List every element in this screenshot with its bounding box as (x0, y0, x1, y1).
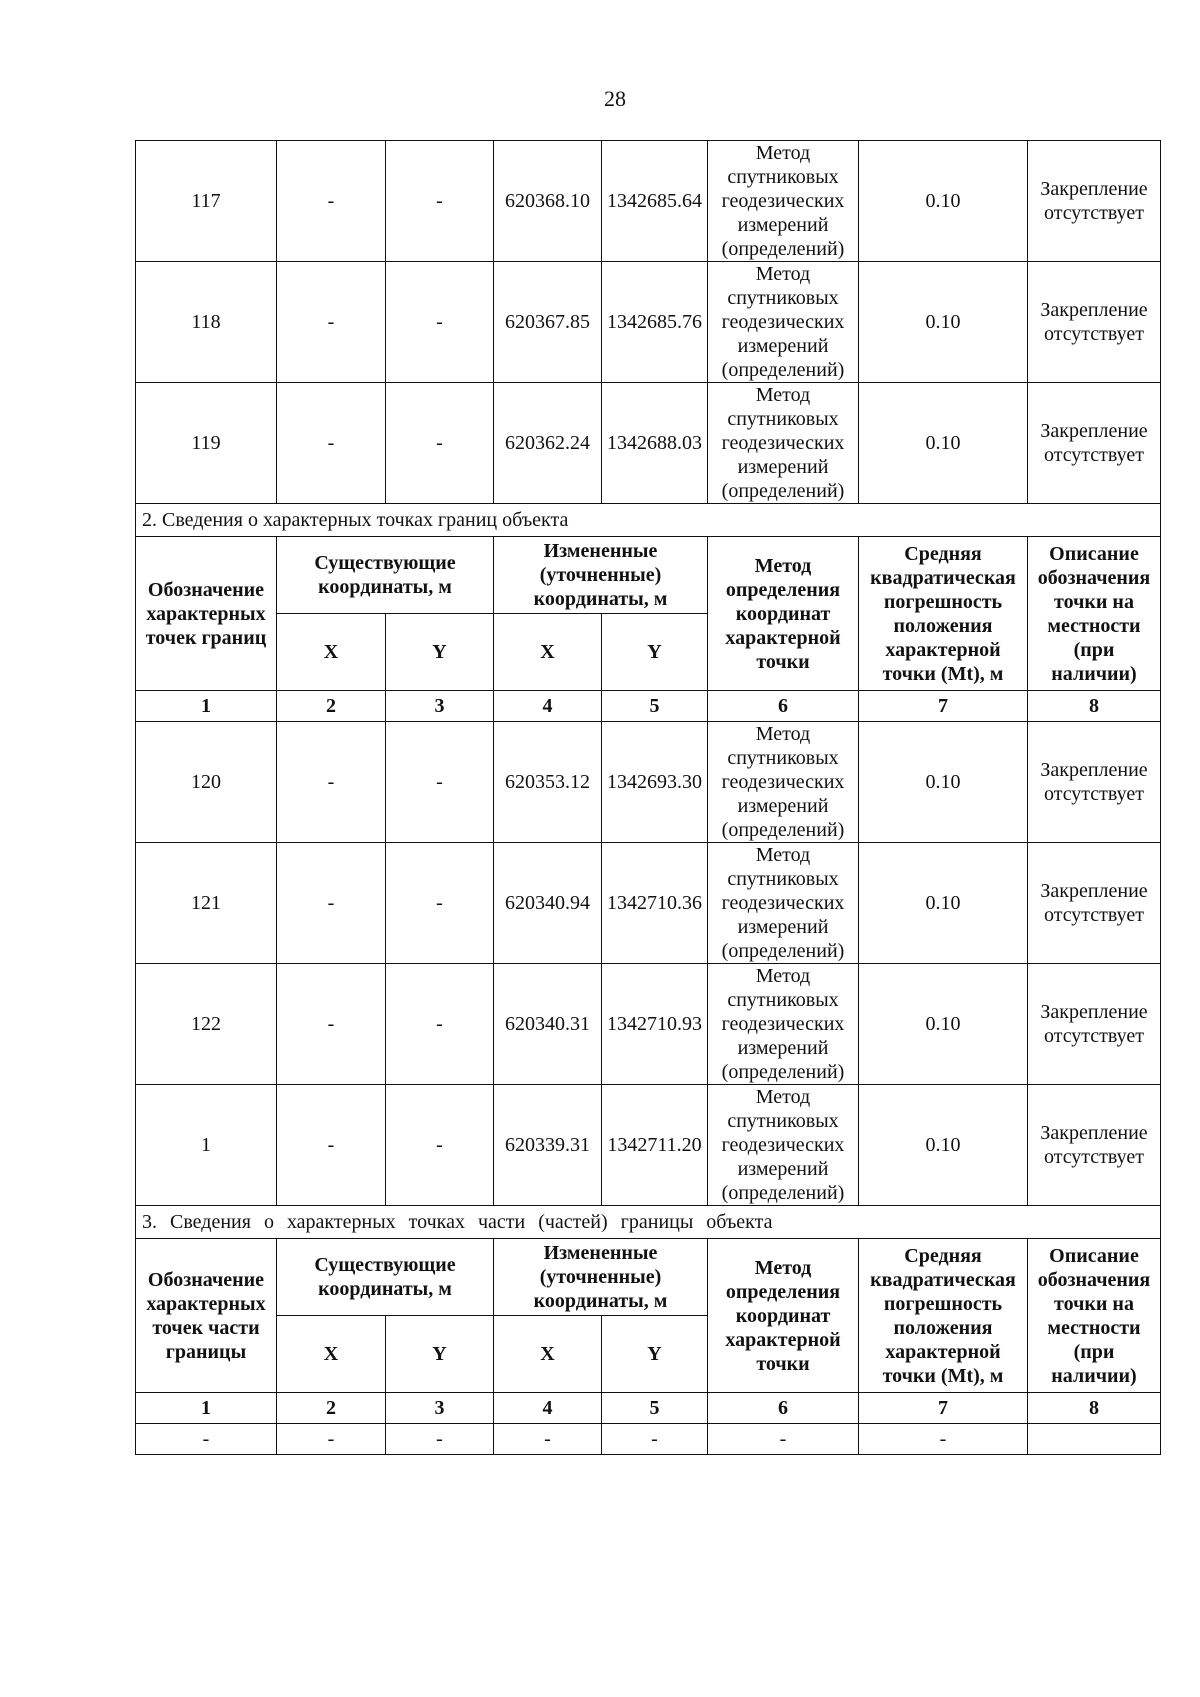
point-id: 122 (136, 964, 277, 1085)
method: Метод спутниковых геодезических измерений (определений) (708, 843, 859, 964)
point-id: 117 (136, 141, 277, 262)
header-y: Y (602, 1316, 708, 1393)
page-number: 28 (604, 86, 626, 111)
changed-x: 620340.94 (494, 843, 602, 964)
point-description: Закрепление отсутствует (1028, 141, 1161, 262)
header-changed: Измененные (уточненные) координаты, м (494, 1239, 708, 1316)
header-description: Описание обозначения точки на местности (при наличии) (1028, 1239, 1161, 1393)
column-number: 5 (602, 1393, 708, 1424)
changed-x: 620368.10 (494, 141, 602, 262)
changed-y: 1342710.36 (602, 843, 708, 964)
point-id: 118 (136, 262, 277, 383)
header-existing: Существующие координаты, м (277, 1239, 494, 1316)
point-id: 121 (136, 843, 277, 964)
existing-y: - (386, 383, 494, 504)
existing-y: - (386, 262, 494, 383)
point-id: 120 (136, 722, 277, 843)
header-method: Метод определения координат характерной точки (708, 537, 859, 691)
column-number: 1 (136, 1393, 277, 1424)
header-mt: Средняя квадратическая погрешность положения характерной точки (Mt), м (859, 537, 1028, 691)
existing-y: - (386, 722, 494, 843)
empty-cell: - (708, 1424, 859, 1455)
method: Метод спутниковых геодезических измерений (определений) (708, 262, 859, 383)
header-description: Описание обозначения точки на местности (при наличии) (1028, 537, 1161, 691)
point-description: Закрепление отсутствует (1028, 843, 1161, 964)
existing-y: - (386, 141, 494, 262)
column-number-row (136, 1393, 1161, 1424)
mt-value: 0.10 (859, 964, 1028, 1085)
header-row (136, 537, 1161, 614)
column-number: 2 (277, 1393, 386, 1424)
column-number-row (136, 691, 1161, 722)
table-row (136, 383, 1161, 504)
point-id: 119 (136, 383, 277, 504)
point-description: Закрепление отсутствует (1028, 383, 1161, 504)
section-title-row (136, 504, 1161, 537)
empty-cell: - (859, 1424, 1028, 1455)
header-row (136, 1239, 1161, 1316)
empty-cell: - (602, 1424, 708, 1455)
empty-cell: - (494, 1424, 602, 1455)
column-number: 7 (859, 1393, 1028, 1424)
changed-y: 1342685.76 (602, 262, 708, 383)
column-number: 4 (494, 1393, 602, 1424)
changed-x: 620339.31 (494, 1085, 602, 1206)
changed-y: 1342711.20 (602, 1085, 708, 1206)
mt-value: 0.10 (859, 383, 1028, 504)
existing-x: - (277, 964, 386, 1085)
header-designation: Обозначение характерных точек границ (136, 537, 277, 691)
method: Метод спутниковых геодезических измерений (определений) (708, 383, 859, 504)
changed-x: 620340.31 (494, 964, 602, 1085)
mt-value: 0.10 (859, 262, 1028, 383)
column-number: 6 (708, 691, 859, 722)
existing-x: - (277, 843, 386, 964)
column-number: 7 (859, 691, 1028, 722)
point-id: 1 (136, 1085, 277, 1206)
point-description: Закрепление отсутствует (1028, 722, 1161, 843)
section-title-row (136, 1206, 1161, 1239)
table-row (136, 262, 1161, 383)
header-changed: Измененные (уточненные) координаты, м (494, 537, 708, 614)
point-description: Закрепление отсутствует (1028, 1085, 1161, 1206)
empty-cell: - (136, 1424, 277, 1455)
changed-y: 1342688.03 (602, 383, 708, 504)
table-row (136, 843, 1161, 964)
table-row (136, 141, 1161, 262)
column-number: 2 (277, 691, 386, 722)
point-description: Закрепление отсутствует (1028, 262, 1161, 383)
changed-y: 1342693.30 (602, 722, 708, 843)
point-description: Закрепление отсутствует (1028, 964, 1161, 1085)
header-x: X (494, 1316, 602, 1393)
header-y: Y (602, 614, 708, 691)
coordinates-table (135, 140, 1161, 1455)
column-number: 8 (1028, 691, 1161, 722)
header-designation: Обозначение характерных точек части границы (136, 1239, 277, 1393)
empty-cell: - (277, 1424, 386, 1455)
table-row (136, 722, 1161, 843)
method: Метод спутниковых геодезических измерений (определений) (708, 722, 859, 843)
header-x: X (277, 614, 386, 691)
method: Метод спутниковых геодезических измерений (определений) (708, 141, 859, 262)
table-row (136, 1424, 1161, 1455)
header-existing: Существующие координаты, м (277, 537, 494, 614)
header-y: Y (386, 614, 494, 691)
existing-x: - (277, 722, 386, 843)
changed-y: 1342685.64 (602, 141, 708, 262)
column-number: 3 (386, 1393, 494, 1424)
column-number: 4 (494, 691, 602, 722)
changed-x: 620367.85 (494, 262, 602, 383)
column-number: 8 (1028, 1393, 1161, 1424)
existing-x: - (277, 262, 386, 383)
existing-x: - (277, 141, 386, 262)
changed-y: 1342710.93 (602, 964, 708, 1085)
empty-cell: - (386, 1424, 494, 1455)
mt-value: 0.10 (859, 141, 1028, 262)
existing-x: - (277, 383, 386, 504)
existing-y: - (386, 964, 494, 1085)
method: Метод спутниковых геодезических измерений (определений) (708, 1085, 859, 1206)
changed-x: 620362.24 (494, 383, 602, 504)
existing-y: - (386, 843, 494, 964)
column-number: 1 (136, 691, 277, 722)
column-number: 5 (602, 691, 708, 722)
method: Метод спутниковых геодезических измерений (определений) (708, 964, 859, 1085)
header-x: X (494, 614, 602, 691)
table-row (136, 964, 1161, 1085)
mt-value: 0.10 (859, 843, 1028, 964)
mt-value: 0.10 (859, 1085, 1028, 1206)
column-number: 3 (386, 691, 494, 722)
changed-x: 620353.12 (494, 722, 602, 843)
mt-value: 0.10 (859, 722, 1028, 843)
header-method: Метод определения координат характерной точки (708, 1239, 859, 1393)
section-3-title: 3. Сведения о характерных точках части (частей) границы объекта (136, 1206, 1161, 1239)
table-row (136, 1085, 1161, 1206)
header-x: X (277, 1316, 386, 1393)
header-y: Y (386, 1316, 494, 1393)
header-mt: Средняя квадратическая погрешность положения характерной точки (Mt), м (859, 1239, 1028, 1393)
existing-x: - (277, 1085, 386, 1206)
existing-y: - (386, 1085, 494, 1206)
column-number: 6 (708, 1393, 859, 1424)
empty-cell (1028, 1424, 1161, 1455)
section-2-title: 2. Сведения о характерных точках границ объекта (136, 504, 1161, 537)
